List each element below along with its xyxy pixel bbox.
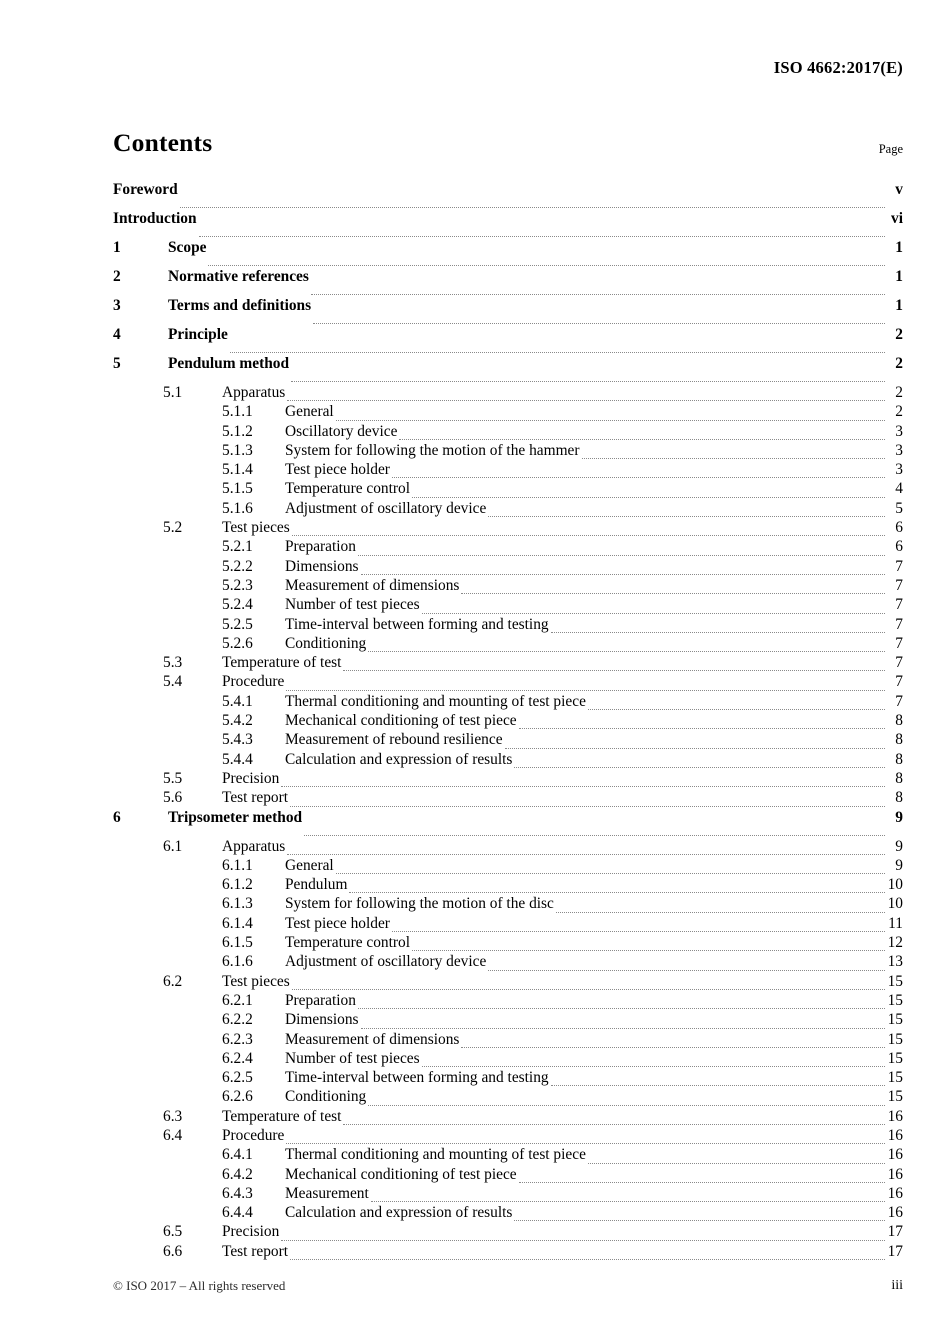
toc-entry-number: 5.2 [163, 519, 183, 537]
toc-entry-number: 5.6 [163, 789, 183, 807]
toc-dot-leader [358, 1008, 885, 1009]
toc-dot-leader [287, 400, 885, 401]
toc-entry[interactable] [113, 935, 903, 954]
toc-entry-number: 6.2.1 [222, 991, 253, 1009]
toc-entry-number: 5.2.1 [222, 538, 253, 556]
toc-dot-leader [514, 1220, 885, 1221]
toc-entry[interactable] [113, 443, 903, 462]
toc-entry-page-number: 2 [895, 384, 903, 401]
toc-dot-leader [392, 477, 885, 478]
toc-entry-number: 5 [113, 355, 121, 372]
toc-entry[interactable] [113, 385, 903, 404]
toc-entry-page-number: 6 [895, 538, 903, 556]
toc-dot-leader [311, 294, 885, 295]
toc-entry-label: Number of test pieces [285, 1049, 420, 1067]
toc-entry-label: System for following the motion of the disc [285, 895, 554, 913]
toc-entry[interactable] [113, 578, 903, 597]
toc-entry-number: 6 [113, 808, 121, 826]
toc-entry-number: 2 [113, 268, 121, 285]
toc-dot-leader [588, 709, 885, 710]
toc-dot-leader [349, 892, 885, 893]
toc-dot-leader [230, 352, 885, 353]
toc-entry-number: 5.2.5 [222, 615, 253, 633]
toc-entry-number: 6.6 [163, 1242, 183, 1260]
toc-entry-page-number: 13 [887, 953, 903, 971]
toc-dot-leader [292, 535, 885, 536]
toc-entry-label: Normative references [168, 268, 309, 285]
toc-entry[interactable] [113, 771, 903, 790]
toc-entry-number: 5.1.6 [222, 499, 253, 517]
toc-entry-page-number: 9 [895, 808, 903, 826]
toc-entry-label: Calculation and expression of results [285, 750, 513, 768]
toc-entry-number: 5.4.1 [222, 692, 253, 710]
toc-entry-label: Dimensions [285, 557, 359, 575]
toc-dot-leader [361, 1028, 885, 1029]
toc-entry-label: Pendulum method [168, 355, 290, 372]
toc-entry[interactable] [113, 1032, 903, 1051]
page-folio-number: iii [891, 1278, 903, 1293]
toc-entry[interactable] [113, 327, 903, 356]
toc-entry-label: Procedure [222, 1126, 285, 1144]
toc-entry-label: Number of test pieces [285, 596, 420, 614]
toc-entry[interactable] [113, 858, 903, 877]
toc-entry-label: Terms and definitions [168, 297, 312, 314]
toc-dot-leader [399, 439, 885, 440]
toc-entry-label: Test pieces [222, 519, 290, 537]
toc-entry-page-number: 15 [887, 972, 903, 990]
toc-entry[interactable] [113, 1167, 903, 1186]
toc-entry[interactable] [113, 559, 903, 578]
toc-dot-leader [291, 381, 885, 382]
toc-entry[interactable] [113, 462, 903, 481]
toc-entry-number: 6.1.2 [222, 876, 253, 894]
toc-entry-page-number: 2 [895, 355, 903, 372]
toc-entry-page-number: 4 [895, 480, 903, 498]
toc-dot-leader [514, 767, 885, 768]
toc-entry-page-number: 7 [895, 654, 903, 672]
toc-entry-label: Mechanical conditioning of test piece [285, 712, 517, 730]
toc-entry-label: Adjustment of oscillatory device [285, 953, 487, 971]
toc-entry-label: System for following the motion of the hammer [285, 441, 580, 459]
toc-entry[interactable] [113, 1147, 903, 1166]
toc-entry-label: Scope [168, 239, 207, 256]
toc-entry[interactable] [113, 1205, 903, 1224]
toc-entry-label: Time-interval between forming and testing [285, 1069, 549, 1087]
toc-dot-leader [343, 1124, 885, 1125]
toc-entry[interactable] [113, 655, 903, 674]
toc-entry-number: 6.1.1 [222, 856, 253, 874]
toc-entry-page-number: 8 [895, 731, 903, 749]
toc-entry-page-number: 15 [887, 1069, 903, 1087]
toc-entry-label: Test report [222, 789, 289, 807]
toc-entry-label: Thermal conditioning and mounting of test piece [285, 692, 586, 710]
toc-entry[interactable] [113, 1109, 903, 1128]
toc-entry[interactable] [113, 1186, 903, 1205]
toc-entry-number: 5.2.2 [222, 557, 253, 575]
toc-entry-page-number: 8 [895, 769, 903, 787]
toc-entry-number: 5.1.5 [222, 480, 253, 498]
toc-dot-leader [336, 420, 885, 421]
document-reference-header: ISO 4662:2017(E) [773, 58, 903, 77]
toc-entry-page-number: 8 [895, 712, 903, 730]
toc-entry-page-number: 7 [895, 596, 903, 614]
toc-entry-label: Test report [222, 1242, 289, 1260]
toc-entry-page-number: 2 [895, 326, 903, 343]
toc-entry-label: Dimensions [285, 1011, 359, 1029]
toc-entry-page-number: 3 [895, 422, 903, 440]
toc-dot-leader [336, 873, 885, 874]
toc-entry-page-number: 15 [887, 1049, 903, 1067]
toc-entry-label: Preparation [285, 991, 356, 1009]
toc-entry-number: 6.1.5 [222, 934, 253, 952]
toc-entry-number: 5.4.3 [222, 731, 253, 749]
toc-dot-leader [422, 613, 885, 614]
toc-entry-number: 6.1.6 [222, 953, 253, 971]
toc-entry-number: 6.5 [163, 1223, 183, 1241]
toc-entry-number: 6.2.3 [222, 1030, 253, 1048]
toc-dot-leader [290, 806, 885, 807]
toc-entry[interactable] [113, 877, 903, 896]
toc-entry[interactable] [113, 211, 903, 240]
toc-entry-page-number: 7 [895, 692, 903, 710]
toc-entry-page-number: 16 [887, 1107, 903, 1125]
toc-entry-label: Apparatus [222, 837, 286, 855]
toc-dot-leader [313, 323, 885, 324]
toc-dot-leader [392, 931, 885, 932]
toc-entry-number: 6.2.4 [222, 1049, 253, 1067]
toc-entry-page-number: 16 [887, 1126, 903, 1144]
toc-dot-leader [292, 989, 885, 990]
toc-entry-number: 5.2.6 [222, 634, 253, 652]
toc-dot-leader [551, 1085, 885, 1086]
toc-entry-label: Mechanical conditioning of test piece [285, 1165, 517, 1183]
toc-entry[interactable] [113, 1244, 903, 1263]
toc-entry-label: Principle [168, 326, 228, 343]
toc-entry-page-number: 7 [895, 576, 903, 594]
toc-entry-page-number: 17 [887, 1242, 903, 1260]
toc-entry[interactable] [113, 481, 903, 500]
toc-entry-number: 6.1 [163, 837, 183, 855]
toc-entry-page-number: 10 [887, 876, 903, 894]
toc-entry[interactable] [113, 501, 903, 520]
toc-entry-number: 6.4.2 [222, 1165, 253, 1183]
toc-entry-page-number: 6 [895, 519, 903, 537]
toc-entry-number: 5.1.1 [222, 403, 253, 421]
toc-entry-page-number: 15 [887, 1088, 903, 1106]
toc-entry[interactable] [113, 182, 903, 211]
toc-entry-number: 5.2.3 [222, 576, 253, 594]
toc-entry-label: Test piece holder [285, 914, 390, 932]
toc-entry[interactable] [113, 732, 903, 751]
toc-entry-number: 5.3 [163, 654, 183, 672]
toc-dot-leader [281, 1240, 885, 1241]
toc-entry[interactable] [113, 617, 903, 636]
toc-entry-page-number: 1 [895, 268, 903, 285]
toc-entry[interactable] [113, 269, 903, 298]
toc-entry-label: Precision [222, 1223, 280, 1241]
toc-entry-number: 6.1.3 [222, 895, 253, 913]
toc-entry-label: Oscillatory device [285, 422, 398, 440]
toc-entry-number: 4 [113, 326, 121, 343]
toc-entry-page-number: 9 [895, 856, 903, 874]
toc-entry[interactable] [113, 1224, 903, 1243]
toc-dot-leader [412, 950, 885, 951]
contents-heading-row [113, 128, 903, 164]
toc-entry-page-number: vi [891, 210, 903, 227]
toc-entry-number: 3 [113, 297, 121, 314]
toc-dot-leader [461, 593, 885, 594]
toc-entry-label: Foreword [113, 181, 178, 198]
toc-dot-leader [343, 670, 885, 671]
toc-entry-label: Temperature control [285, 480, 410, 498]
toc-dot-leader [199, 236, 885, 237]
toc-entry-label: Apparatus [222, 384, 286, 401]
toc-entry-number: 6.4 [163, 1126, 183, 1144]
toc-entry-label: Preparation [285, 538, 356, 556]
toc-entry[interactable] [113, 694, 903, 713]
toc-entry[interactable] [113, 1070, 903, 1089]
toc-entry-label: Test pieces [222, 972, 290, 990]
toc-entry-number: 5.1.4 [222, 461, 253, 479]
toc-entry-label: Time-interval between forming and testing [285, 615, 549, 633]
toc-dot-leader [371, 1201, 885, 1202]
toc-entry[interactable] [113, 1089, 903, 1108]
toc-entry-page-number: 16 [887, 1165, 903, 1183]
toc-entry-label: Conditioning [285, 1088, 367, 1106]
toc-entry-page-number: 7 [895, 673, 903, 691]
toc-entry-page-number: 15 [887, 1011, 903, 1029]
toc-entry[interactable] [113, 993, 903, 1012]
toc-entry-page-number: 2 [895, 403, 903, 421]
toc-entry-label: Calculation and expression of results [285, 1204, 513, 1222]
toc-entry-page-number: 8 [895, 789, 903, 807]
toc-entry-label: Temperature of test [222, 654, 342, 672]
page-column-header: Page [878, 142, 903, 156]
toc-entry-label: Introduction [113, 210, 197, 227]
toc-dot-leader [358, 555, 885, 556]
toc-entry-label: Tripsometer method [168, 808, 303, 826]
toc-entry[interactable] [113, 713, 903, 732]
toc-dot-leader [361, 574, 885, 575]
toc-entry-page-number: 8 [895, 750, 903, 768]
toc-dot-leader [180, 207, 885, 208]
toc-dot-leader [412, 497, 885, 498]
toc-entry-page-number: 11 [888, 914, 903, 932]
toc-entry-page-number: 16 [887, 1184, 903, 1202]
toc-entry-page-number: 15 [887, 991, 903, 1009]
toc-entry-number: 5.5 [163, 769, 183, 787]
toc-entry-page-number: 3 [895, 441, 903, 459]
toc-entry-number: 6.2.2 [222, 1011, 253, 1029]
toc-entry[interactable] [113, 520, 903, 539]
toc-entry-page-number: 1 [895, 239, 903, 256]
toc-entry-label: Adjustment of oscillatory device [285, 499, 487, 517]
toc-entry-number: 6.2 [163, 972, 183, 990]
toc-entry[interactable] [113, 1128, 903, 1147]
toc-entry[interactable] [113, 424, 903, 443]
toc-entry[interactable] [113, 298, 903, 327]
toc-entry-page-number: 9 [895, 837, 903, 855]
toc-entry-label: Thermal conditioning and mounting of test piece [285, 1146, 586, 1164]
toc-dot-leader [208, 265, 885, 266]
toc-entry[interactable] [113, 597, 903, 616]
toc-entry-page-number: 1 [895, 297, 903, 314]
toc-entry-page-number: 12 [887, 934, 903, 952]
toc-dot-leader [287, 854, 885, 855]
toc-entry-label: Measurement of dimensions [285, 1030, 460, 1048]
toc-entry[interactable] [113, 404, 903, 423]
toc-entry[interactable] [113, 916, 903, 935]
toc-dot-leader [304, 835, 885, 836]
toc-entry-number: 6.4.3 [222, 1184, 253, 1202]
toc-entry[interactable] [113, 810, 903, 839]
page-title: Contents [113, 128, 213, 157]
toc-entry-page-number: 10 [887, 895, 903, 913]
toc-entry-number: 1 [113, 239, 121, 256]
toc-entry-label: Temperature of test [222, 1107, 342, 1125]
toc-entry-number: 6.1.4 [222, 914, 253, 932]
toc-entry-page-number: 7 [895, 615, 903, 633]
toc-entry-page-number: v [895, 181, 903, 198]
toc-entry[interactable] [113, 356, 903, 385]
toc-entry-label: General [285, 856, 334, 874]
toc-dot-leader [488, 970, 885, 971]
toc-entry-label: Test piece holder [285, 461, 390, 479]
toc-dot-leader [519, 728, 885, 729]
toc-entry-label: General [285, 403, 334, 421]
toc-entry[interactable] [113, 974, 903, 993]
toc-entry[interactable] [113, 674, 903, 693]
toc-dot-leader [488, 516, 885, 517]
toc-entry-page-number: 7 [895, 557, 903, 575]
toc-entry-number: 5.1.3 [222, 441, 253, 459]
toc-dot-leader [461, 1047, 885, 1048]
toc-entry-number: 5.4 [163, 673, 183, 691]
toc-entry[interactable] [113, 752, 903, 771]
toc-entry-label: Precision [222, 769, 280, 787]
toc-entry-number: 5.2.4 [222, 596, 253, 614]
toc-entry-label: Conditioning [285, 634, 367, 652]
toc-entry-page-number: 3 [895, 461, 903, 479]
toc-entry-page-number: 16 [887, 1146, 903, 1164]
toc-entry[interactable] [113, 1051, 903, 1070]
toc-entry-page-number: 5 [895, 499, 903, 517]
toc-entry-label: Measurement of dimensions [285, 576, 460, 594]
toc-entry-label: Pendulum [285, 876, 348, 894]
toc-entry-label: Measurement of rebound resilience [285, 731, 503, 749]
toc-entry[interactable] [113, 240, 903, 269]
toc-dot-leader [368, 1105, 885, 1106]
toc-entry-page-number: 16 [887, 1204, 903, 1222]
toc-dot-leader [582, 458, 885, 459]
toc-entry-label: Measurement [285, 1184, 369, 1202]
table-of-contents [113, 182, 903, 1263]
toc-entry[interactable] [113, 539, 903, 558]
page-footer [113, 1278, 903, 1296]
toc-dot-leader [556, 912, 885, 913]
toc-entry[interactable] [113, 954, 903, 973]
copyright-notice: © ISO 2017 – All rights reserved [113, 1278, 286, 1293]
toc-entry-number: 5.1 [163, 384, 183, 401]
toc-dot-leader [551, 632, 885, 633]
toc-dot-leader [588, 1163, 885, 1164]
toc-entry-number: 6.2.5 [222, 1069, 253, 1087]
toc-dot-leader [519, 1182, 885, 1183]
toc-dot-leader [286, 1143, 885, 1144]
toc-dot-leader [290, 1259, 885, 1260]
toc-entry[interactable] [113, 839, 903, 858]
toc-entry-number: 5.4.4 [222, 750, 253, 768]
toc-dot-leader [281, 786, 885, 787]
toc-dot-leader [286, 690, 885, 691]
toc-entry-number: 6.2.6 [222, 1088, 253, 1106]
toc-entry-page-number: 17 [887, 1223, 903, 1241]
toc-entry[interactable] [113, 790, 903, 809]
toc-entry-page-number: 15 [887, 1030, 903, 1048]
toc-entry[interactable] [113, 636, 903, 655]
toc-dot-leader [368, 651, 885, 652]
toc-entry-number: 6.4.1 [222, 1146, 253, 1164]
toc-entry-label: Procedure [222, 673, 285, 691]
toc-entry-number: 5.1.2 [222, 422, 253, 440]
toc-entry[interactable] [113, 896, 903, 915]
toc-entry-page-number: 7 [895, 634, 903, 652]
toc-entry-number: 6.3 [163, 1107, 183, 1125]
toc-entry-label: Temperature control [285, 934, 410, 952]
toc-entry-number: 5.4.2 [222, 712, 253, 730]
toc-entry-number: 6.4.4 [222, 1204, 253, 1222]
toc-dot-leader [505, 748, 885, 749]
toc-entry[interactable] [113, 1012, 903, 1031]
toc-dot-leader [422, 1066, 885, 1067]
